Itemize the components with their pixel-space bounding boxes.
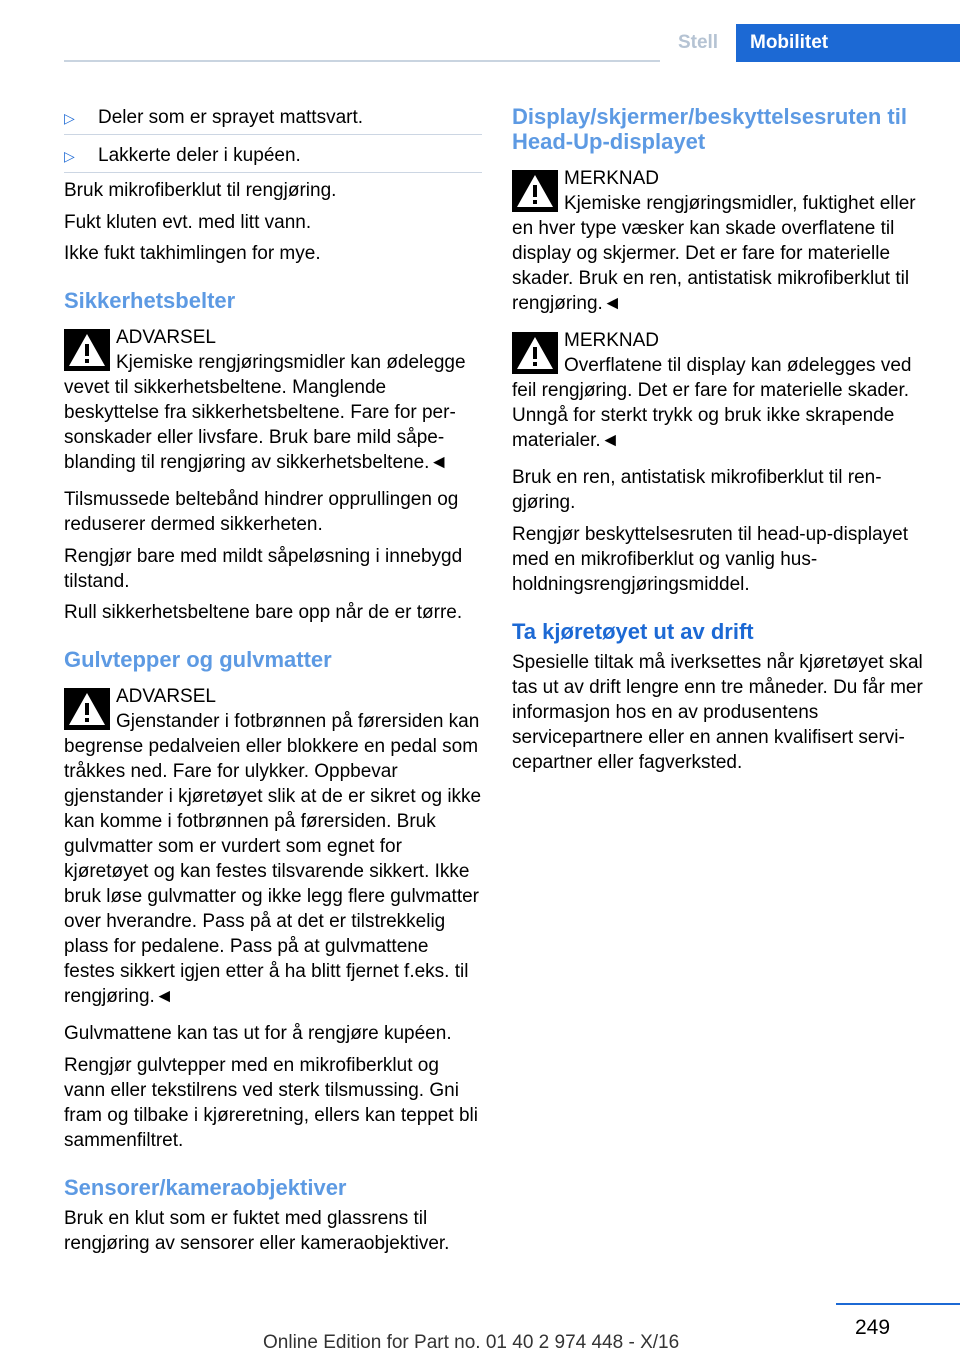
warning-triangle-icon (64, 688, 110, 730)
footer-rule (836, 1303, 960, 1305)
list-item (64, 102, 482, 135)
paragraph: Rull sikkerhetsbeltene bare opp når de er tørre. (64, 602, 463, 623)
warning-box (64, 325, 482, 475)
paragraph: Rengjør bare med mildt såpeløsning i innebygd tilstand. (64, 545, 463, 592)
page-number: 249 (855, 1316, 891, 1339)
paragraph: Rengjør gulvtepper med en mikrofiberklut og vann eller tekstilrens ved sterk tilsmussing. Gni fram og tilbake i kjøreretning, ellers kan teppet bli sammenfiltret. (64, 1054, 478, 1151)
warning-text: Kjemiske rengjøringsmidler kan ødelegge vevet til sikkerhetsbeltene. Manglende beskyttelse fra sikkerhetsbeltene. Fare for personskader eller livsfare. Bruk bare mild såpeblanding til rengjøring av sikkerhetsbeltene.◄ (64, 352, 466, 473)
tab-stell[interactable]: Stell (660, 24, 736, 62)
notice-box (512, 166, 930, 316)
edition-footer: Online Edition for Part no. 01 40 2 974 448 - X/16 (263, 1332, 680, 1353)
paragraph: Tilsmussede beltebånd hindrer opprullingen og reduserer dermed sikkerheten. (64, 489, 459, 535)
triangle-right-icon: ▷ (64, 148, 75, 164)
left-column (64, 102, 482, 1262)
notice-text: Kjemiske rengjøringsmidler, fuktighet eller en hver type væsker kan skade overflatene til display og skjermer. Det er fare for materielle skader. Bruk en ren, antistatisk mikrofiberklut til rengjøring.◄ (512, 193, 916, 314)
section-heading-drift: Ta kjøretøyet ut av drift (512, 618, 754, 644)
list-item-text: Deler som er sprayet mattsvart. (98, 107, 364, 128)
right-column (512, 102, 930, 781)
section-heading-sikkerhetsbelter: Sikkerhetsbelter (64, 288, 236, 313)
paragraph: Fukt kluten evt. med litt vann. (64, 211, 312, 233)
paragraph: Rengjør beskyttelsesruten til head-up-displayet med en mikrofiberklut og vanlig husholdningsrengjøringsmiddel. (512, 523, 909, 595)
paragraph: Bruk en ren, antistatisk mikrofiberklut til rengjøring. (512, 467, 882, 513)
list-item (64, 140, 482, 173)
warning-title: ADVARSEL (116, 327, 216, 348)
warning-triangle-icon (512, 332, 558, 374)
warning-triangle-icon (512, 170, 558, 212)
warning-text: Gjenstander i fotbrønnen på førersiden kan begrense pedalveien eller blokkere en pedal som tråkkes ned. Fare for ulykker. Oppbevar gjenstander i kjøretøyet slik at de er sikret og ikke kan komme i fotbrønnen på førersiden. Bruk gulvmatter som er vurdert som egnet for kjøretøyet og kan festes tilsvarende sikkert. Ikke bruk løse gulvmatter og ikke legg flere gulvmatter over hverandre. Pass på at det er tilstrekkelig plass for pedalene. Pass på at gulvmattene festes sikkert igjen etter å ha blitt fjernet f.eks. til rengjøring.◄ (64, 711, 482, 1007)
paragraph: Bruk en klut som er fuktet med glassrens til rengjøring av sensorer eller kameraobjektiver. (64, 1207, 450, 1254)
triangle-right-icon: ▷ (64, 110, 75, 126)
notice-text: Overflatene til display kan ødelegges ved feil rengjøring. Det er fare for materielle skader. Unngå for sterkt trykk og bruk ikke skrapende materialer.◄ (512, 355, 912, 451)
notice-title: MERKNAD (564, 330, 660, 351)
notice-box (512, 328, 930, 453)
section-heading-display: Display/skjermer/beskyttelsesruten til Head-Up-displayet (512, 104, 907, 154)
paragraph: Ikke fukt takhimlingen for mye. (64, 243, 321, 264)
list-item-text: Lakkerte deler i kupéen. (98, 145, 301, 166)
notice-title: MERKNAD (564, 168, 660, 189)
tab-mobilitet[interactable]: Mobilitet (736, 24, 960, 62)
paragraph: Spesielle tiltak må iverksettes når kjøretøyet skal tas ut av drift lengre enn tre måneder. Du får mer informasjon hos en av produsentens servicepartnere eller en annen kvalifisert servicepartner eller fagverksted. (512, 651, 923, 773)
paragraph: Gulvmattene kan tas ut for å rengjøre kupéen. (64, 1023, 452, 1044)
section-heading-sensorer: Sensorer/kameraobjektiver (64, 1174, 347, 1200)
section-heading-gulvtepper: Gulvtepper og gulvmatter (64, 647, 332, 672)
paragraph: Bruk mikrofiberklut til rengjøring. (64, 180, 337, 201)
warning-title: ADVARSEL (116, 686, 216, 707)
warning-triangle-icon (64, 329, 110, 371)
warning-box (64, 684, 482, 1009)
